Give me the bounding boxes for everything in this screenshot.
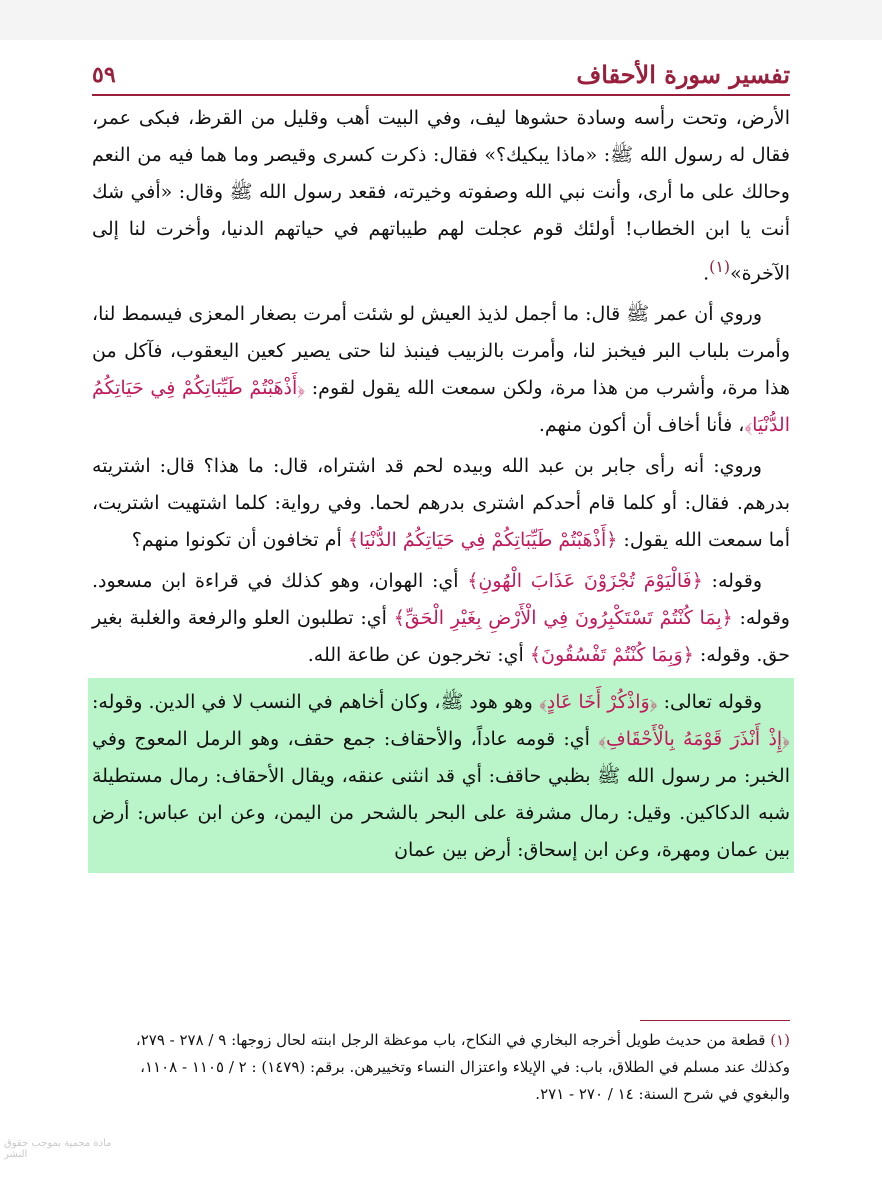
- page-number: ٥٩: [92, 62, 116, 88]
- paragraph: [92, 563, 790, 674]
- footnote-number: (١): [770, 1031, 790, 1049]
- text-run: أي: تطلبون العلو والرفعة والغلبة بغير حق. وقوله:: [92, 607, 790, 667]
- paragraph: [92, 100, 790, 292]
- book-page: [0, 40, 882, 1200]
- quran-verse: ﴿أَذْهَبْتُمْ طَيِّبَاتِكُمْ فِي حَيَاتِكُمُ الدُّنْيَا﴾: [92, 377, 790, 437]
- quran-verse: ﴿أَذْهَبْتُمْ طَيِّبَاتِكُمْ فِي حَيَاتِكُمُ الدُّنْيَا﴾: [347, 529, 618, 552]
- quran-verse: ﴿بِمَا كُنْتُمْ تَسْتَكْبِرُونَ فِي الْأَرْضِ بِغَيْرِ الْحَقِّ﴾: [393, 607, 733, 630]
- text-run: وهو هود ﷺ، وكان أخاهم في النسب لا في الدين. وقوله:: [92, 691, 539, 714]
- copyright-watermark: مادة محمية بموجب حقوق النشر: [4, 1138, 112, 1160]
- text-run: وقوله تعالى:: [657, 691, 762, 714]
- quran-verse: ﴿وَاذْكُرْ أَخَا عَادٍ﴾: [538, 691, 658, 714]
- text-run: أي: الهوان، وهو كذلك في قراءة ابن مسعود. وقوله:: [92, 570, 790, 630]
- footnote-ref: (١): [709, 257, 731, 276]
- text-run: الأرض، وتحت رأسه وسادة حشوها ليف، وفي البيت أهب وقليل من القرظ، فبكى عمر، فقال له رسول الله ﷺ: «ماذا يبكيك؟» فقال: ذكرت كسرى وقيصر وما هما فيه من النعم وحالك على ما أرى، وأنت نبي الله وصفوته وخيرته، فقعد رسول الله ﷺ وقال: «أفي شك أنت يا ابن الخطاب! أولئك قوم عجلت لهم طيباتهم في حياتهم الدنيا، وأخرت لنا إلى الآخرة»: [92, 107, 790, 285]
- page-title: تفسير سورة الأحقاف: [576, 60, 790, 89]
- text-run: أي: قومه عاداً، والأحقاف: جمع حقف، وهو الرمل المعوج وفي الخبر: مر رسول الله ﷺ بظبي حاقف: أي قد انثنى عنقه، ويقال الأحقاف: رمال مستطيلة شبه الدكاكين. وقيل: رمال مشرفة على البحر بالشحر من اليمن، وعن ابن عباس: أرض بين عمان ومهرة، وعن ابن إسحاق: أرض بين عمان: [92, 728, 790, 862]
- header-divider: [92, 94, 790, 96]
- quran-verse: ﴿فَالْيَوْمَ تُجْزَوْنَ عَذَابَ الْهُونِ﴾: [467, 570, 703, 593]
- viewer-top-bar: [0, 0, 882, 41]
- main-text: [92, 100, 790, 873]
- footnotes: [92, 1020, 790, 1108]
- highlighted-paragraph[interactable]: [88, 678, 794, 873]
- footnote-divider: [640, 1020, 790, 1021]
- text-run: وروي أن عمر ﷺ قال: ما أجمل لذيذ العيش لو شئت أمرت بصغار المعزى فيسمط لنا، وأمرت بلباب البر فيخبز لنا، وأمرت بالزبيب فينبذ لنا حتى يصير كعين اليعقوب، فآكل من هذا مرة، وأشرب من هذا مرة، ولكن سمعت الله يقول لقوم:: [92, 303, 790, 400]
- text-run: ، فأنا أخاف أن أكون منهم.: [538, 414, 745, 437]
- page-header: [92, 56, 790, 96]
- quran-verse: ﴿إِذْ أَنْذَرَ قَوْمَهُ بِالْأَحْقَافِ﴾: [598, 728, 790, 751]
- text-run: أم تخافون أن تكونوا منهم؟: [131, 529, 348, 552]
- quran-verse: ﴿وَبِمَا كُنْتُمْ تَفْسُقُونَ﴾: [529, 644, 694, 667]
- text-run: أي: تخرجون عن طاعة الله.: [307, 644, 530, 667]
- text-run: وقوله:: [702, 570, 763, 593]
- text-run: .: [703, 262, 710, 285]
- text-run: وروي: أنه رأى جابر بن عبد الله وبيده لحم قد اشتراه، قال: ما هذا؟ قال: اشتريته بدرهم. فقال: أو كلما قام أحدكم اشترى بدرهم لحما. وفي رواية: كلما اشتهيت اشتريت، أما سمعت الله يقول:: [92, 455, 791, 552]
- paragraph: [92, 448, 790, 559]
- footnote-text: قطعة من حديث طويل أخرجه البخاري في النكاح، باب موعظة الرجل ابنته لحال زوجها: ٩ / ٢٧٨ - ٢٧٩، وكذلك عند مسلم في الطلاق، باب: في الإيلاء واعتزال النساء وتخييرهن. برقم: (١٤٧٩) : ٢ / ١١٠٥ - ١١٠٨، والبغوي في شرح السنة: ١٤ / ٢٧٠ - ٢٧١.: [135, 1031, 790, 1103]
- footnote: [92, 1027, 790, 1108]
- paragraph: [92, 296, 790, 444]
